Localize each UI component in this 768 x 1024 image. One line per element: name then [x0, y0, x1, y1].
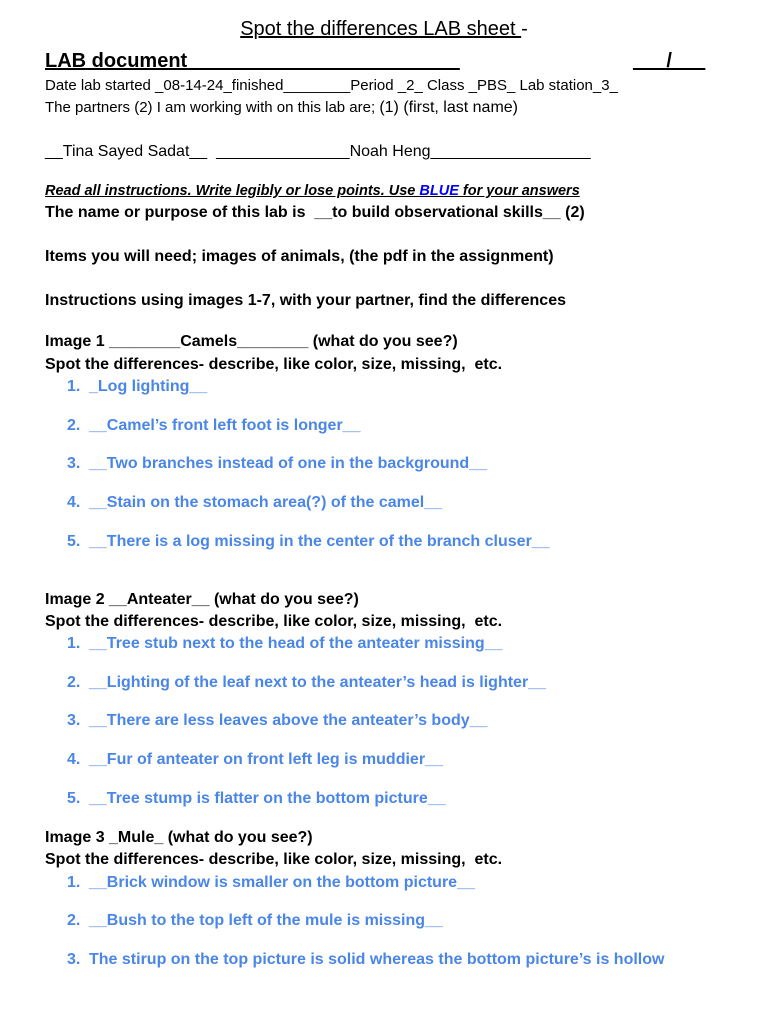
item-number: 4. [67, 751, 81, 768]
partners-line [45, 99, 518, 117]
instructions-using-images: Instructions using images 1-7, with your partner, find the differences [45, 292, 566, 309]
image-1-prompt: Spot the differences- describe, like color, size, missing, etc. [45, 356, 503, 373]
partners-prompt: The partners (2) I am working with on this lab are; [45, 99, 380, 116]
page-title [0, 18, 768, 41]
item-number: 1. [67, 378, 81, 395]
item-text: __Brick window is smaller on the bottom picture__ [89, 874, 475, 891]
item-number: 3. [67, 455, 81, 472]
list-item [67, 674, 546, 692]
item-number: 2. [67, 674, 81, 691]
item-text: __Lighting of the leaf next to the anteater’s head is lighter__ [89, 674, 546, 691]
item-text: __There is a log missing in the center of the branch cluser__ [89, 533, 550, 550]
read-suffix: for your answers [458, 183, 580, 199]
item-text: __Tree stub next to the head of the anteater missing__ [89, 635, 503, 652]
item-text: __Camel’s front left foot is longer__ [89, 417, 361, 434]
read-prefix: Read all instructions. Write legibly or lose points. Use [45, 183, 420, 199]
list-item [67, 455, 487, 473]
score-field: ___/___ [633, 50, 706, 72]
image-2-heading: Image 2 __Anteater__ (what do you see?) [45, 591, 359, 608]
item-text: __There are less leaves above the anteater’s body__ [89, 712, 488, 729]
date-line: Date lab started _08-14-24_finished________Period _2_ Class _PBS_ Lab station_3_ [45, 77, 618, 94]
item-number: 5. [67, 533, 81, 550]
item-text: __Two branches instead of one in the background__ [89, 455, 487, 472]
lab-purpose: The name or purpose of this lab is __to build observational skills__ (2) [45, 204, 585, 221]
items-needed: Items you will need; images of animals, (the pdf in the assignment) [45, 248, 554, 265]
list-item [67, 533, 550, 551]
title-text: Spot the differences LAB sheet [240, 18, 522, 40]
item-number: 3. [67, 951, 81, 968]
read-instructions [45, 183, 580, 199]
list-item [67, 790, 446, 808]
item-number: 2. [67, 912, 81, 929]
image-2-prompt: Spot the differences- describe, like color, size, missing, etc. [45, 613, 503, 630]
list-item [67, 417, 360, 435]
item-text: __Stain on the stomach area(?) of the camel__ [89, 494, 442, 511]
list-item [67, 494, 442, 512]
list-item [67, 912, 443, 930]
image-1-heading: Image 1 ________Camels________ (what do you see?) [45, 333, 458, 350]
item-text: __Fur of anteater on front left leg is muddier__ [89, 751, 443, 768]
item-number: 1. [67, 635, 81, 652]
item-text: _Log lighting__ [89, 378, 208, 395]
image-3-prompt: Spot the differences- describe, like color, size, missing, etc. [45, 851, 503, 868]
list-item [67, 874, 475, 892]
item-number: 3. [67, 712, 81, 729]
list-item [67, 951, 664, 969]
item-number: 5. [67, 790, 81, 807]
list-item [67, 635, 502, 653]
blue-word: BLUE [419, 183, 459, 199]
lab-document-field: LAB document ________________________ [45, 50, 460, 72]
partners-names: __Tina Sayed Sadat__ _______________Noah Heng__________________ [45, 143, 591, 160]
list-item [67, 378, 207, 396]
title-dash: - [521, 18, 528, 40]
list-item [67, 712, 487, 730]
item-text: __Bush to the top left of the mule is missing__ [89, 912, 443, 929]
item-text: The stirup on the top picture is solid whereas the bottom picture’s is hollow [89, 951, 665, 968]
item-number: 4. [67, 494, 81, 511]
item-number: 1. [67, 874, 81, 891]
image-3-heading: Image 3 _Mule_ (what do you see?) [45, 829, 313, 846]
item-number: 2. [67, 417, 81, 434]
partners-hint: (1) (first, last name) [379, 99, 518, 116]
list-item [67, 751, 443, 769]
item-text: __Tree stump is flatter on the bottom picture__ [89, 790, 446, 807]
